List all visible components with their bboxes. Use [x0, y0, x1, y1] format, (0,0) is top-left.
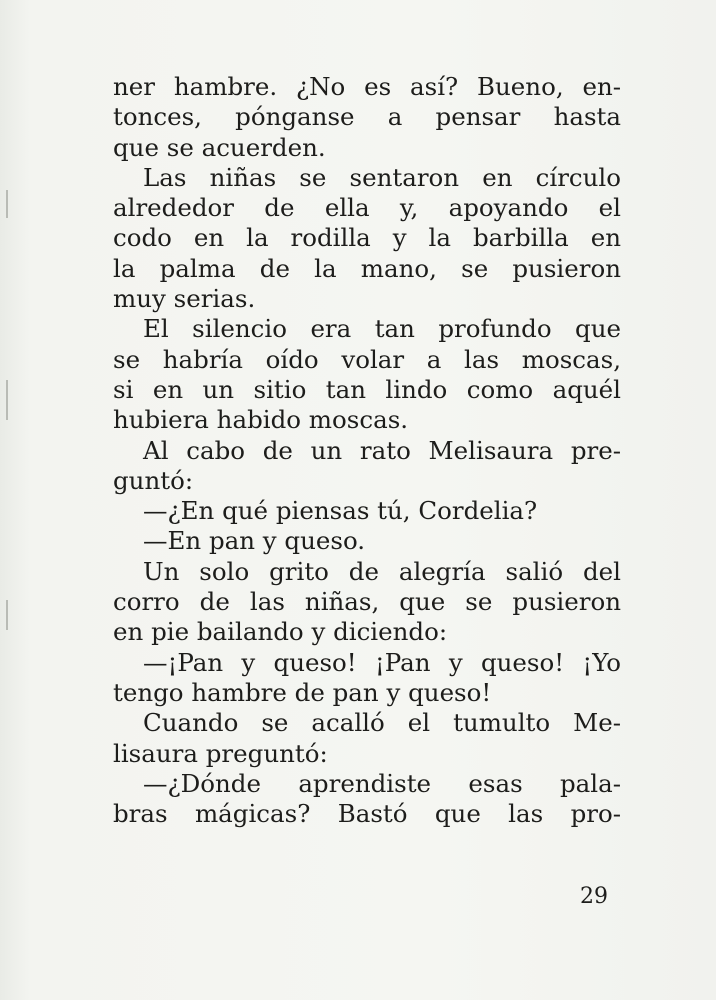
text-line: hubiera habido moscas. [113, 405, 409, 435]
text-line: que se acuerden. [113, 132, 326, 162]
text-line: ner hambre. ¿No es así? Bueno, en- [113, 72, 621, 101]
body-text [113, 72, 621, 829]
text-line: —¿Dónde aprendiste esas pala- [143, 768, 621, 798]
text-line: en pie bailando y diciendo: [113, 617, 448, 647]
text-line: Al cabo de un rato Melisaura pre- [143, 435, 621, 465]
text-line: muy serias. [113, 284, 256, 314]
text-line: se habría oído volar a las moscas, [113, 344, 621, 374]
text-line: —¿En qué piensas tú, Cordelia? [143, 496, 538, 526]
page-edge-mark [6, 600, 8, 630]
text-line: Cuando se acalló el tumulto Me- [143, 708, 621, 738]
text-line: Un solo grito de alegría salió del [143, 556, 621, 586]
text-line: alrededor de ella y, apoyando el [113, 193, 621, 223]
text-line: tengo hambre de pan y queso! [113, 677, 492, 707]
page-number: 29 [580, 884, 608, 909]
text-line: bras mágicas? Bastó que las pro- [113, 799, 621, 829]
text-line: El silencio era tan profundo que [143, 314, 621, 344]
text-line: —En pan y queso. [143, 526, 366, 556]
text-line: si en un sitio tan lindo como aquél [113, 374, 621, 404]
text-line: lisaura preguntó: [113, 738, 328, 768]
text-line: guntó: [113, 465, 194, 495]
text-line: Las niñas se sentaron en círculo [143, 162, 621, 192]
text-line: corro de las niñas, que se pusieron [113, 587, 621, 617]
page-edge-mark [6, 380, 8, 420]
text-line: la palma de la mano, se pusieron [113, 253, 621, 283]
page-edge-mark [6, 190, 8, 218]
text-line: codo en la rodilla y la barbilla en [113, 223, 621, 253]
text-line: tonces, pónganse a pensar hasta [113, 102, 621, 132]
text-line: —¡Pan y queso! ¡Pan y queso! ¡Yo [143, 647, 621, 677]
